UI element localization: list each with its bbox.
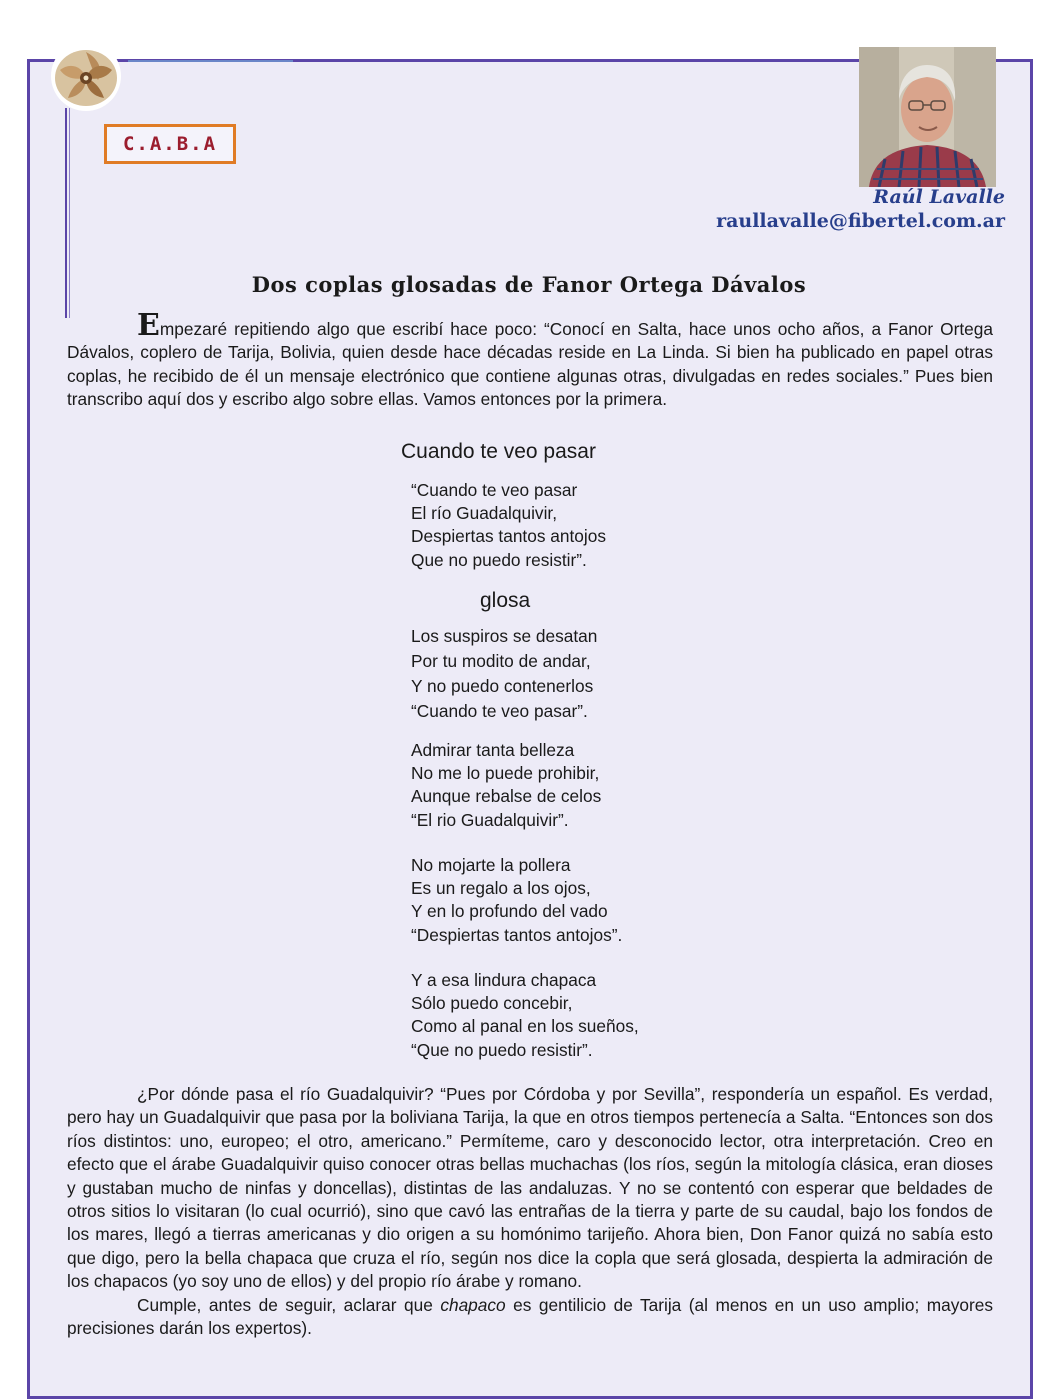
copla-stanza xyxy=(411,479,606,572)
verse-line: Despiertas tantos antojos xyxy=(411,526,607,547)
section-badge: C.A.B.A xyxy=(104,124,236,164)
body-paragraph xyxy=(67,1083,993,1340)
verse-line: Y a esa lindura chapaca xyxy=(411,970,597,990)
verse-line: “Cuando te veo pasar”. xyxy=(411,701,588,721)
verse-line: “Cuando te veo pasar xyxy=(411,480,578,500)
verse-line: Aunque rebalse de celos xyxy=(411,786,602,807)
glosa-title: glosa xyxy=(480,589,531,612)
final-text-italic: chapaco xyxy=(440,1294,506,1315)
verse-line: Los suspiros se desatan xyxy=(411,626,598,646)
copla-title: Cuando te veo pasar xyxy=(401,440,596,463)
verse-line: Que no puedo resistir”. xyxy=(411,549,587,570)
glosa-stanza-2 xyxy=(411,739,601,832)
author-photo xyxy=(859,47,996,187)
verse-line: “El rio Guadalquivir”. xyxy=(411,809,569,830)
flower-logo-icon xyxy=(46,40,126,112)
author-info xyxy=(716,185,1005,233)
verse-line: “Despiertas tantos antojos”. xyxy=(411,924,623,945)
verse-line: Por tu modito de andar, xyxy=(411,651,591,671)
body-text: ¿Por dónde pasa el río Guadalquivir? “Pues por Córdoba y por Sevilla”, respondería un español. Es verdad, pero hay un Guadalquivir que pasa por la boliviana Tarija, la que en otros tiempos pertenecía a Salta. “Entonces son dos ríos distintos: uno, europeo; el otro, americano.” Permíteme, caro y desconocido lector, otra interpretación. Creo en efecto que el árabe Guadalquivir quiso conocer otras bellas muchachas (los ríos, según la mitología clásica, eran dioses y gustaban mucho de ninfas y doncellas), distintas de las andaluzas. Y no se contentó con esperar que beldades de otros sitios lo visitaran (lo cual ocurrió), sino que cavó las entrañas de la tierra y parte de su caudal, bajo los fondos de los mares, llegó a tierras americanas y dio origen a su homónimo tarijeño. Ahora bien, Don Fanor quizá no sabía esto que digo, pero la bella chapaca que cruza el río, según nos dice la copla que será glosada, despierta la admiración de los chapacos (yo soy uno de ellos) y del propio río árabe y romano. xyxy=(67,1084,993,1292)
verse-line: Y no puedo contenerlos xyxy=(411,676,594,696)
verse-line: El río Guadalquivir, xyxy=(411,503,558,524)
verse-line: Es un regalo a los ojos, xyxy=(411,878,591,899)
intro-text: mpezaré repitiendo algo que escribí hace poco: “Conocí en Salta, hace unos ocho años, a Fanor Ortega Dávalos, coplero de Tarija, Bolivia, quien desde hace décadas reside en La Linda. Si bien ha publicado en papel otras coplas, he recibido de él un mensaje electrónico que contiene algunas otras, divulgadas en redes sociales.” Pues bien transcribo aquí dos y escribo algo sobre ellas. Vamos entonces por la primera. xyxy=(67,319,993,410)
final-text-before: Cumple, antes de seguir, aclarar que xyxy=(137,1294,441,1315)
drop-cap: E xyxy=(137,308,160,343)
verse-line: Admirar tanta belleza xyxy=(411,740,575,760)
author-email-link[interactable]: raullavalle@fibertel.com.ar xyxy=(716,210,1005,232)
verse-line: No me lo puede prohibir, xyxy=(411,763,600,784)
verse-line: No mojarte la pollera xyxy=(411,855,571,875)
header-accent-line xyxy=(128,60,293,62)
verse-line: Como al panal en los sueños, xyxy=(411,1016,639,1037)
article-title: Dos coplas glosadas de Fanor Ortega Dávalos xyxy=(251,272,807,297)
verse-line: “Que no puedo resistir”. xyxy=(411,1039,593,1060)
author-name: Raúl Lavalle xyxy=(873,186,1005,208)
glosa-stanza-4 xyxy=(411,969,639,1062)
glosa-stanza-1 xyxy=(411,624,597,724)
verse-line: Y en lo profundo del vado xyxy=(411,901,608,922)
final-text-after: es gentilicio de Tarija (al menos en un uso amplio; mayores precisiones darán los expertos). xyxy=(67,1294,993,1339)
final-paragraph xyxy=(67,1294,993,1341)
glosa-stanza-3 xyxy=(411,854,622,947)
verse-line: Sólo puedo concebir, xyxy=(411,993,573,1014)
intro-paragraph xyxy=(67,308,993,412)
